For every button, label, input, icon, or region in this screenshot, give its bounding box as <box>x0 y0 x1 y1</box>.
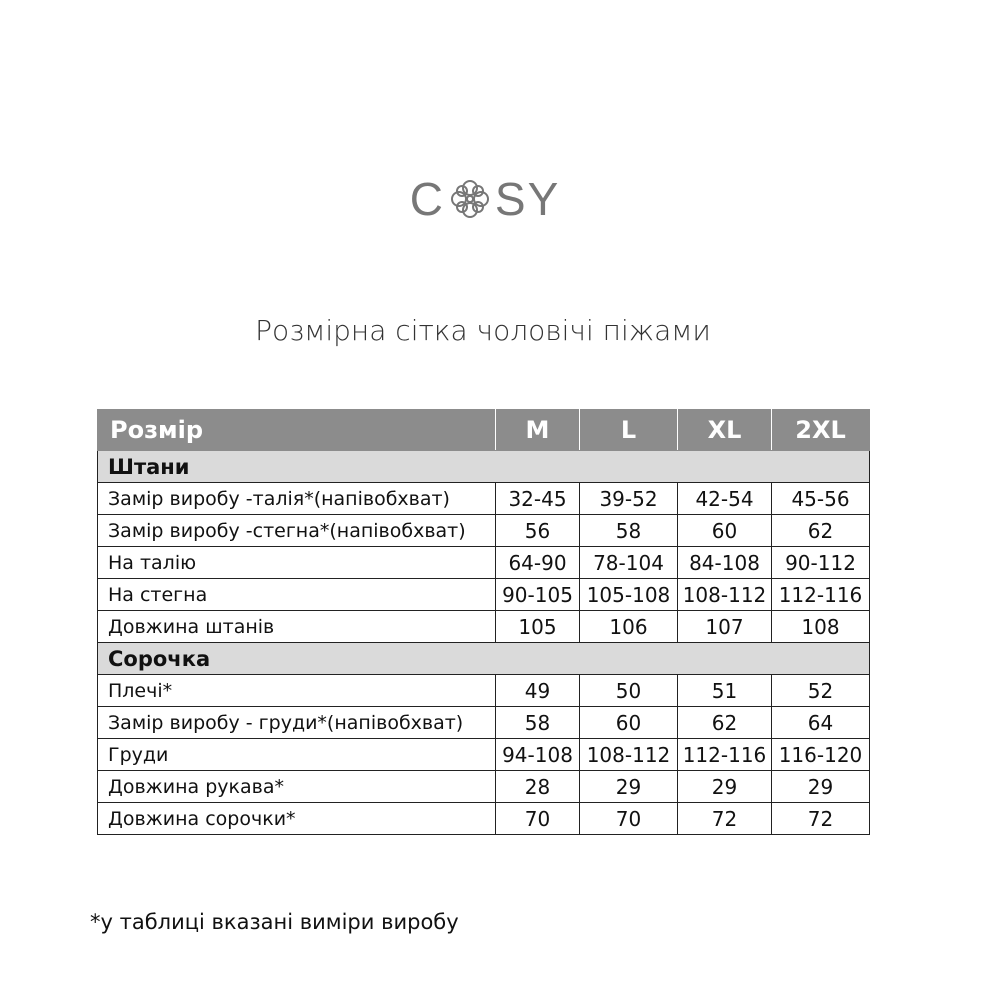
cell-xl: 84-108 <box>678 547 772 579</box>
cell-xl: 51 <box>678 675 772 707</box>
cell-2xl: 64 <box>772 707 870 739</box>
row-label: Довжина штанів <box>98 611 496 643</box>
cell-m: 28 <box>496 771 580 803</box>
table-row <box>98 707 870 739</box>
cell-2xl: 52 <box>772 675 870 707</box>
cell-l: 29 <box>580 771 678 803</box>
cell-xl: 29 <box>678 771 772 803</box>
flower-knot-icon <box>447 176 493 222</box>
section-row-shirt <box>98 643 870 675</box>
section-title: Штани <box>98 451 870 483</box>
page-title: Розмірна сітка чоловічі піжами <box>255 314 711 347</box>
table-row <box>98 547 870 579</box>
row-label: Плечі* <box>98 675 496 707</box>
cell-l: 108-112 <box>580 739 678 771</box>
cell-l: 106 <box>580 611 678 643</box>
cell-l: 58 <box>580 515 678 547</box>
cell-l: 70 <box>580 803 678 835</box>
row-label: Замір виробу - груди*(напівобхват) <box>98 707 496 739</box>
cell-2xl: 108 <box>772 611 870 643</box>
cell-xl: 108-112 <box>678 579 772 611</box>
size-chart-table <box>97 409 870 835</box>
table-row <box>98 579 870 611</box>
cell-xl: 112-116 <box>678 739 772 771</box>
cell-l: 78-104 <box>580 547 678 579</box>
table-row <box>98 771 870 803</box>
cell-m: 56 <box>496 515 580 547</box>
row-label: Груди <box>98 739 496 771</box>
cell-2xl: 90-112 <box>772 547 870 579</box>
cell-2xl: 45-56 <box>772 483 870 515</box>
row-label: Замір виробу -стегна*(напівобхват) <box>98 515 496 547</box>
table-row <box>98 739 870 771</box>
cell-m: 94-108 <box>496 739 580 771</box>
table-row <box>98 483 870 515</box>
cell-m: 90-105 <box>496 579 580 611</box>
table-row <box>98 803 870 835</box>
brand-logo <box>0 172 970 226</box>
row-label: Довжина рукава* <box>98 771 496 803</box>
cell-m: 49 <box>496 675 580 707</box>
cell-xl: 107 <box>678 611 772 643</box>
row-label: Довжина сорочки* <box>98 803 496 835</box>
logo-letter-c: C <box>409 173 445 225</box>
table-header-row <box>98 410 870 451</box>
cell-l: 60 <box>580 707 678 739</box>
cell-2xl: 62 <box>772 515 870 547</box>
cell-l: 105-108 <box>580 579 678 611</box>
cell-2xl: 116-120 <box>772 739 870 771</box>
cell-xl: 42-54 <box>678 483 772 515</box>
cell-2xl: 29 <box>772 771 870 803</box>
table-row <box>98 515 870 547</box>
row-label: На талію <box>98 547 496 579</box>
cell-xl: 72 <box>678 803 772 835</box>
cell-xl: 62 <box>678 707 772 739</box>
row-label: На стегна <box>98 579 496 611</box>
cell-l: 50 <box>580 675 678 707</box>
header-size-l: L <box>580 410 678 451</box>
cell-m: 58 <box>496 707 580 739</box>
logo-letters-sy: SY <box>494 173 561 225</box>
cell-l: 39-52 <box>580 483 678 515</box>
table-row <box>98 675 870 707</box>
footnote: *у таблиці вказані виміри виробу <box>90 910 459 934</box>
section-title: Сорочка <box>98 643 870 675</box>
cell-xl: 60 <box>678 515 772 547</box>
header-size-2xl: 2XL <box>772 410 870 451</box>
row-label: Замір виробу -талія*(напівобхват) <box>98 483 496 515</box>
cell-m: 105 <box>496 611 580 643</box>
cell-m: 64-90 <box>496 547 580 579</box>
cell-m: 70 <box>496 803 580 835</box>
header-size-label: Розмір <box>98 410 496 451</box>
table-row <box>98 611 870 643</box>
cell-2xl: 72 <box>772 803 870 835</box>
cell-2xl: 112-116 <box>772 579 870 611</box>
header-size-xl: XL <box>678 410 772 451</box>
cell-m: 32-45 <box>496 483 580 515</box>
header-size-m: M <box>496 410 580 451</box>
section-row-pants <box>98 451 870 483</box>
